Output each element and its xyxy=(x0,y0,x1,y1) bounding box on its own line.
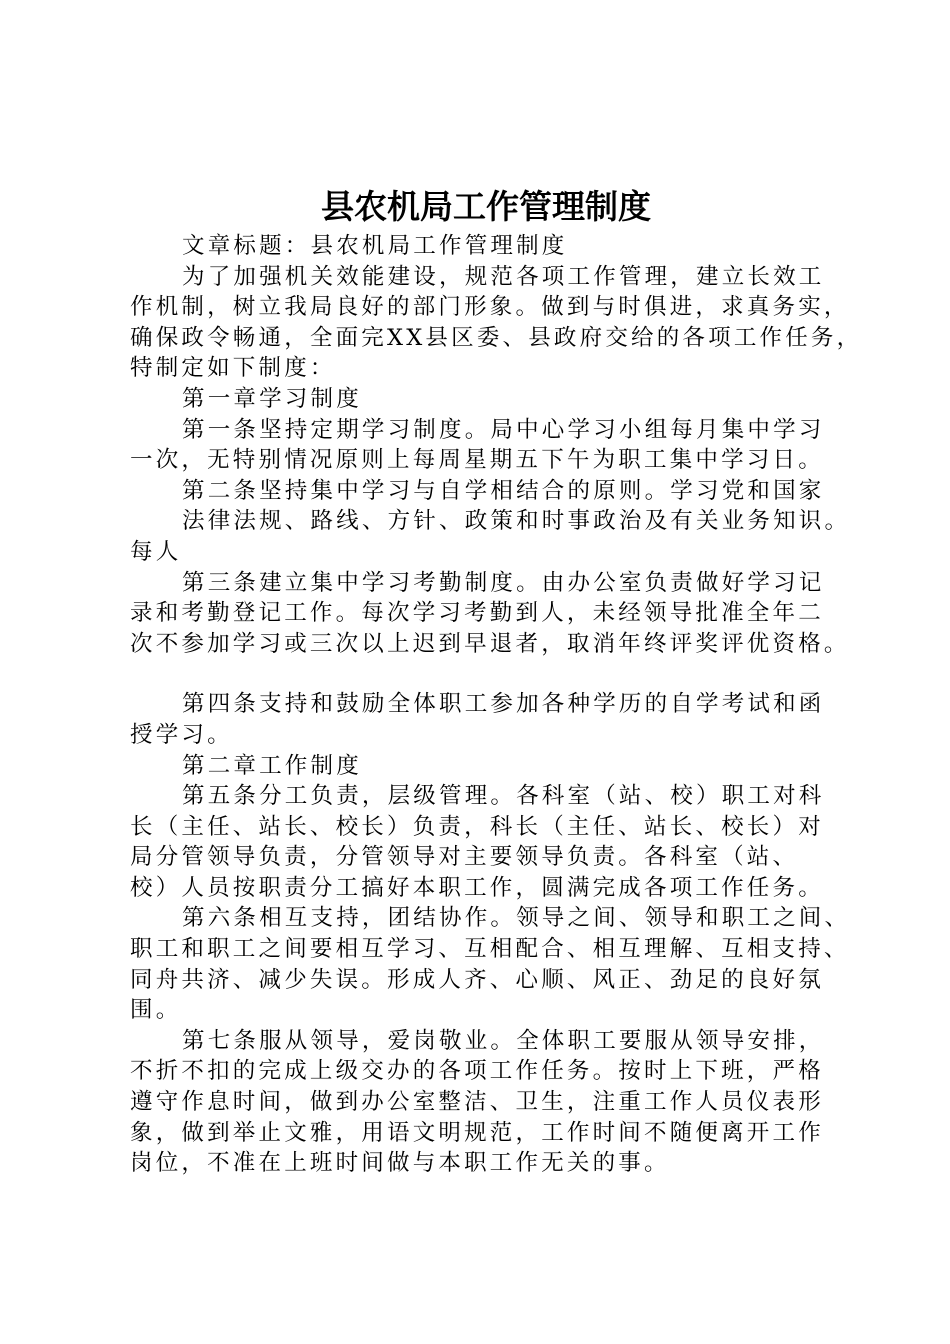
paragraph-line: 第五条分工负责，层级管理。各科室（站、校）职工对科 xyxy=(182,783,825,810)
paragraph-line: 第三条建立集中学习考勤制度。由办公室负责做好学习记 xyxy=(182,569,825,596)
blank-line xyxy=(130,659,842,689)
paragraph-line: 次不参加学习或三次以上迟到早退者，取消年终评奖评优资格。 xyxy=(130,630,850,657)
paragraph-line: 象，做到举止文雅，用语文明规范，工作时间不随便离开工作 xyxy=(130,1119,824,1146)
paragraph-line: 职工和职工之间要相互学习、互相配合、相互理解、互相支持、 xyxy=(130,936,850,963)
paragraph-line: 不折不扣的完成上级交办的各项工作任务。按时上下班，严格 xyxy=(130,1058,824,1085)
paragraph-line: 长（主任、站长、校长）负责，科长（主任、站长、校长）对 xyxy=(130,813,824,840)
paragraph-line: 围。 xyxy=(130,997,182,1024)
article-title-line: 文章标题：县农机局工作管理制度 xyxy=(182,233,568,259)
paragraph-line: 岗位，不准在上班时间做与本职工作无关的事。 xyxy=(130,1150,670,1177)
paragraph-line: 校）人员按职责分工搞好本职工作，圆满完成各项工作任务。 xyxy=(130,874,824,901)
paragraph-line: 一次，无特别情况原则上每周星期五下午为职工集中学习日。 xyxy=(130,447,824,474)
chapter-heading: 第二章工作制度 xyxy=(182,752,362,779)
chapter-heading: 第一章学习制度 xyxy=(182,385,362,412)
paragraph-line: 作机制，树立我局良好的部门形象。做到与时俱进，求真务实， xyxy=(130,294,850,321)
paragraph-line: 授学习。 xyxy=(130,721,233,748)
paragraph-line: 为了加强机关效能建设，规范各项工作管理，建立长效工 xyxy=(182,263,825,290)
paragraph-line: 确保政令畅通，全面完XX县区委、县政府交给的各项工作任务， xyxy=(130,324,863,351)
paragraph-line: 同舟共济、减少失误。形成人齐、心顺、风正、劲足的良好氛 xyxy=(130,966,824,993)
paragraph-line: 第四条支持和鼓励全体职工参加各种学历的自学考试和函 xyxy=(182,691,825,718)
paragraph-line: 遵守作息时间，做到办公室整洁、卫生，注重工作人员仪表形 xyxy=(130,1089,824,1116)
paragraph-line: 录和考勤登记工作。每次学习考勤到人，未经领导批准全年二 xyxy=(130,600,824,627)
paragraph-line: 第六条相互支持，团结协作。领导之间、领导和职工之间、 xyxy=(182,905,851,932)
document-page xyxy=(130,185,863,1179)
paragraph-line: 特制定如下制度： xyxy=(130,355,336,382)
document-title: 县农机局工作管理制度 xyxy=(321,187,651,226)
paragraph-line: 第七条服从领导，爱岗敬业。全体职工要服从领导安排， xyxy=(182,1027,825,1054)
paragraph-line: 第一条坚持定期学习制度。局中心学习小组每月集中学习 xyxy=(182,416,825,443)
paragraph-line: 法律法规、路线、方针、政策和时事政治及有关业务知识。 xyxy=(182,508,851,535)
paragraph-line: 第二条坚持集中学习与自学相结合的原则。学习党和国家 xyxy=(182,477,825,504)
paragraph-line: 局分管领导负责，分管领导对主要领导负责。各科室（站、 xyxy=(130,844,799,871)
paragraph-line: 每人 xyxy=(130,538,182,565)
